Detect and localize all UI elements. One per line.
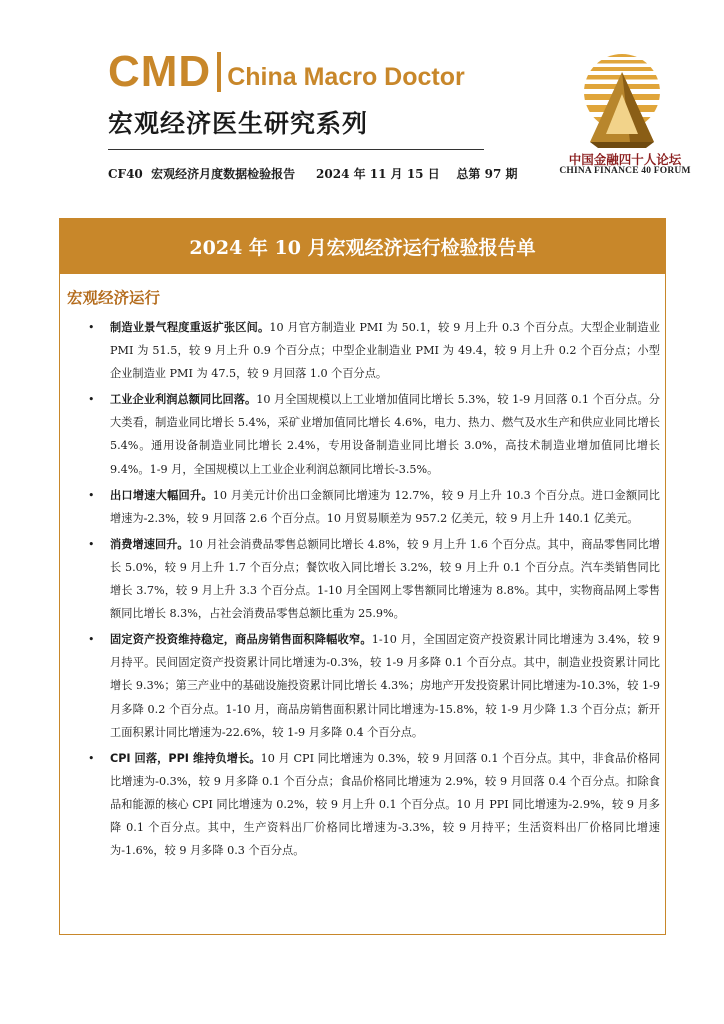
bullet: • (88, 633, 95, 647)
bullet: • (88, 393, 95, 407)
item-lead: 消费增速回升。 (110, 537, 189, 551)
item-body: 10 月 CPI 同比增速为 0.3%，较 9 月回落 0.1 个百分点。其中，非食品价格同比增速为-0.3%，较 9 月多降 0.1 个百分点；食品价格同比增速为 2.9%，较 9 月回落 0.4 个百分点。扣除食品和能源的核心 CPI 同比增速为 0.2%，较 9 月上升 0.1 个百分点。10 月 PPI 同比增速为-2.9%，较 9 月多降 0.1 个百分点。其中，生产资料出厂价格同比增速为-3.3%，较 9 月持平；生活资料出厂价格同比增速为-1.6%，较 9 月多降 0.3 个百分点。 (110, 751, 660, 858)
forum-name-en: CHINA FINANCE 40 FORUM (559, 166, 691, 176)
list-item (84, 388, 660, 480)
cmd-logo (108, 47, 465, 96)
item-lead: 制造业景气程度重返扩张区间。 (110, 321, 270, 334)
bullet: • (88, 321, 95, 334)
section-heading: 宏观经济运行 (67, 289, 161, 307)
report-title-bar (60, 219, 665, 274)
forum-logo-icon (576, 52, 668, 152)
indicator-list (84, 316, 660, 865)
list-item (84, 484, 660, 530)
item-body: 10 月全国规模以上工业增加值同比增长 5.3%，较 1-9 月回落 0.1 个百分点。分大类看，制造业同比增长 5.4%，采矿业增加值同比增长 4.6%，电力、热力、燃气及水生产和供应业同比增长 5.4%。通用设备制造业同比增长 2.4%，专用设备制造业同比增长 3.0%，高技术制造业增加值同比增长 9.4%。1-9 月，全国规模以上工业企业利润总额同比增长-3.5%。 (110, 393, 660, 476)
list-item (84, 747, 660, 862)
brand-name-en: China Macro Doctor (227, 63, 465, 91)
item-lead: 固定资产投资维持稳定，商品房销售面积降幅收窄。 (110, 633, 372, 647)
list-item (84, 533, 660, 625)
bullet: • (88, 537, 95, 551)
header-divider (108, 149, 484, 150)
item-body: 1-10 月，全国固定资产投资累计同比增速为 3.4%，较 9 月持平。民间固定资产投资累计同比增速为-0.3%，较 1-9 月多降 0.1 个百分点。其中，制造业投资累计同比增长 9.3%；第三产业中的基础设施投资累计同比增长 4.3%；房地产开发投资累计同比增速为-10.3%，较 1-9 月多降 0.2 个百分点。1-10 月，商品房销售面积累计同比增速为-15.8%，较 1-9 月少降 1.3 个百分点；新开工面积累计同比增速为-22.6%，较 1-9 月多降 0.4 个百分点。 (110, 633, 660, 739)
report-title: 2024 年 10 月宏观经济运行检验报告单 (189, 237, 536, 259)
list-item (84, 628, 660, 743)
forum-name-cn: 中国金融四十人论坛 (568, 152, 682, 167)
issue-info: CF40 宏观经济月度数据检验报告 2024 年 11 月 15 日 总第 97 期 (108, 167, 518, 181)
cmd-mark: CMD (108, 47, 212, 96)
item-lead: 出口增速大幅回升。 (110, 488, 213, 502)
item-body: 10 月官方制造业 PMI 为 50.1，较 9 月上升 0.3 个百分点。大型企业制造业 PMI 为 51.5，较 9 月上升 0.9 个百分点；中型企业制造业 PMI 为 49.4，较 9 月上升 0.2 个百分点；小型企业制造业 PMI 为 47.5，较 9 月回落 1.0 个百分点。 (110, 321, 660, 381)
report-card (59, 218, 666, 935)
bullet: • (88, 488, 95, 502)
item-lead: 工业企业利润总额同比回落。 (110, 393, 257, 407)
item-body: 10 月社会消费品零售总额同比增长 4.8%，较 9 月上升 1.6 个百分点。其中，商品零售同比增长 5.0%，较 9 月上升 1.7 个百分点；餐饮收入同比增长 3.2%，较 9 月上升 0.1 个百分点。汽车类销售同比增长 3.7%，较 9 月上升 3.3 个百分点。1-10 月全国网上零售额同比增速为 8.8%。其中，实物商品网上零售额同比增长 8.3%，占社会消费品零售总额比重为 25.9%。 (110, 537, 660, 621)
item-lead: CPI 回落，PPI 维持负增长。 (110, 751, 261, 765)
series-title: 宏观经济医生研究系列 (108, 109, 369, 138)
bullet: • (88, 751, 95, 765)
list-item (84, 316, 660, 385)
logo-divider (217, 52, 221, 92)
item-body: 10 月美元计价出口金额同比增速为 12.7%，较 9 月上升 10.3 个百分点。进口金额同比增速为-2.3%，较 9 月回落 2.6 个百分点。10 月贸易顺差为 957.2 亿美元，较 9 月上升 140.1 亿美元。 (110, 488, 660, 525)
report-header (0, 0, 724, 200)
